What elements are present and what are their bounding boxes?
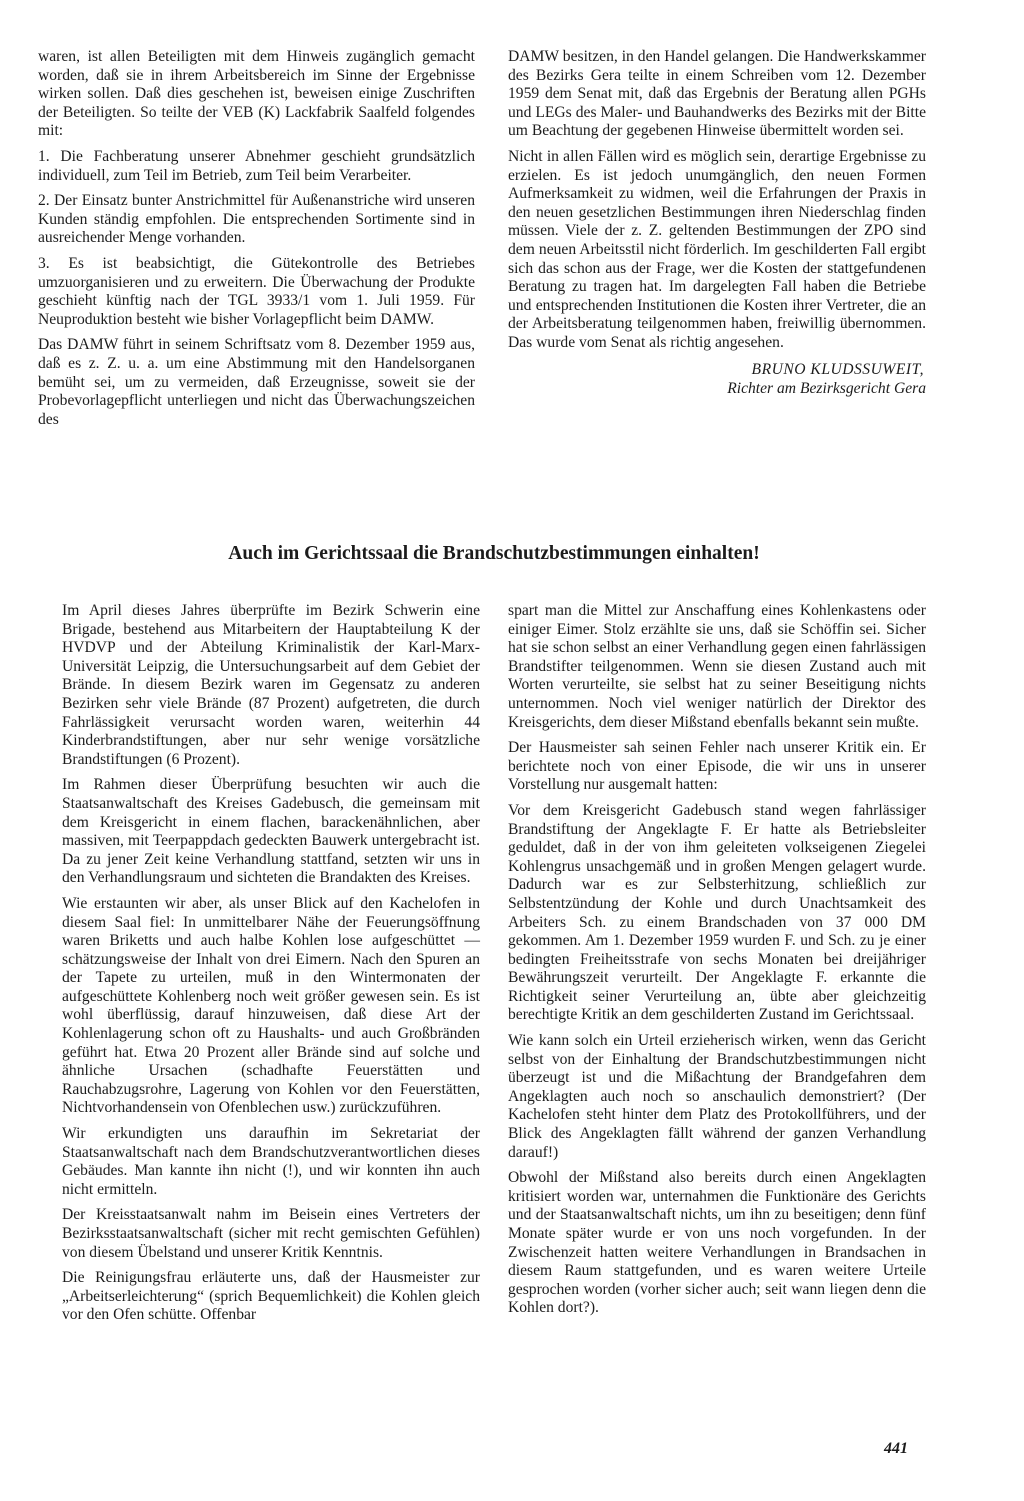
paragraph: Das DAMW führt in seinem Schriftsatz vom 8. Dezember 1959 aus, daß es z. Z. u. a. um eine Abstimmung mit den Handelsorganen bemüht sei, um zu vermeiden, daß Erzeugnisse, soweit sie der Probevorlagepflicht unterliegen und nicht das Überwachungszeichen des — [38, 336, 475, 428]
paragraph: 3. Es ist beabsichtigt, die Gütekontrolle des Betriebes umzuorganisieren und zu erweitern. Die Überwachung der Produkte geschieht künftig nach der TGL 3933/1 vom 1. Juli 1959. Für Neuproduktion besteht wie bisher Vorlagepflicht beim DAMW. — [38, 254, 475, 328]
paragraph: Obwohl der Mißstand also bereits durch einen Angeklagten kritisiert worden war, unternahmen die Funktionäre des Gerichts und der Staatsanwaltschaft nichts, um ihn zu beseitigen; denn fünf Monate später wurde er von uns noch vorgefunden. In der Zwischenzeit hatten weitere Verhandlungen in Brandsachen in diesem Raum stattgefunden, und es waren weitere Urteile gesprochen worden (vorher sicher auch; seit wann liegen denn die Kohlen dort?). — [508, 1169, 926, 1317]
article-left-column — [62, 602, 480, 1332]
previous-article-left-column — [38, 48, 475, 436]
author-title: Richter am Bezirksgericht Gera — [727, 379, 926, 397]
previous-article-right-column — [508, 48, 926, 398]
paragraph: DAMW besitzen, in den Handel gelangen. Die Handwerkskammer des Bezirks Gera teilte in einem Schreiben vom 12. Dezember 1959 dem Senat mit, daß das Ergebnis der Beratung allen PGHs und LEGs des Maler- und Bauhandwerks des Bezirks mit der Bitte um Beachtung der gegebenen Hinweise übermittelt worden sei. — [508, 48, 926, 140]
page-number: 441 — [884, 1440, 908, 1457]
paragraph: Vor dem Kreisgericht Gadebusch stand wegen fahrlässiger Brandstiftung der Angeklagte F. Er hatte als Betriebsleiter geduldet, daß in der von ihm geleiteten volkseigenen Ziegelei Kohlengrus unsachgemäß und in großen Mengen gelagert wurde. Dadurch war es zur Selbsterhitzung, schließlich zur Selbstentzündung der Kohle und durch Unachtsamkeit des Arbeiters Sch. zu einem Brandschaden von 37 000 DM gekommen. Am 1. Dezember 1959 wurden F. und Sch. zu je einer bedingten Freiheitsstrafe von sechs Monaten bei dreijähriger Bewährungszeit verurteilt. Der Angeklagte F. erkannte die Richtigkeit seiner Verurteilung an, übte aber gleichzeitig berechtigte Kritik an dem geschilderten Zustand im Gerichtssaal. — [508, 801, 926, 1024]
paragraph: Wie erstaunten wir aber, als unser Blick auf den Kachelofen in diesem Saal fiel: In unmittelbarer Nähe der Feuerungsöffnung waren Briketts und auch halbe Kohlen lose aufgeschüttet — schätzungsweise der Inhalt von drei Eimern. Nach den Spuren an der Tapete zu urteilen, muß in den Wintermonaten der aufgeschüttete Kohlenberg noch weit größer gewesen sein. Es ist wohl überflüssig, darauf hinzuweisen, daß diese Art der Kohlenlagerung schon oft zu Haushalts- und auch Großbränden geführt hat. Etwa 20 Prozent aller Brände sind auf solche und ähnliche Ursachen (schadhafte Feuerstätten und Rauchabzugsrohre, Lagerung von Kohlen vor den Feuerstätten, Nichtvorhandensein von Ofenblechen usw.) zurückzuführen. — [62, 894, 480, 1117]
paragraph: Wir erkundigten uns daraufhin im Sekretariat der Staatsanwaltschaft nach dem Brandschutzverantwortlichen dieses Gebäudes. Man kannte ihn nicht (!), und wir konnten ihn auch nicht ermitteln. — [62, 1125, 480, 1198]
paragraph: Der Hausmeister sah seinen Fehler nach unserer Kritik ein. Er berichtete noch von einer Episode, die wir uns in unserer Vorstellung nur ausgemalt hatten: — [508, 739, 926, 794]
author-name: BRUNO KLUDSSUWEIT, — [751, 360, 924, 378]
paragraph: 1. Die Fachberatung unserer Abnehmer geschieht grundsätzlich individuell, zum Teil im Betrieb, zum Teil beim Verarbeiter. — [38, 147, 475, 184]
paragraph: 2. Der Einsatz bunter Anstrichmittel für Außenanstriche wird unseren Kunden ständig empfohlen. Die entsprechenden Sortimente sind in ausreichender Menge vorhanden. — [38, 192, 475, 247]
paragraph: Der Kreisstaatsanwalt nahm im Beisein eines Vertreters der Bezirksstaatsanwaltschaft (sicher mit recht gemischten Gefühlen) von diesem Übelstand und unserer Kritik Kenntnis. — [62, 1206, 480, 1261]
paragraph: Im April dieses Jahres überprüfte im Bezirk Schwerin eine Brigade, bestehend aus Mitarbeitern der Hauptabteilung K der HVDVP und der Abteilung Kriminalistik der Karl-Marx-Universität Leipzig, die Untersuchungsarbeit auf dem Gebiet der Brände. In diesem Bezirk waren im Gegensatz zu anderen Bezirken sehr viele Brände (87 Prozent) aufgetreten, die durch Fahrlässigkeit verursacht worden waren, weiterhin 44 Kinderbrandstiftungen, aber nur sehr wenige vorsätzliche Brandstiftungen (6 Prozent). — [62, 602, 480, 768]
paragraph: spart man die Mittel zur Anschaffung eines Kohlenkastens oder einiger Eimer. Stolz erzählte sie uns, daß sie Schöffin sei. Sicher hat sie schon selbst an einer Verhandlung gegen einen fahrlässigen Brandstifter teilgenommen. Wenn sie diesen Zustand auch mit Worten verurteilte, sie selbst hat zu seiner Beseitigung nichts unternommen. Noch viel weniger natürlich der Direktor des Kreisgerichts, dem dieser Mißstand ebenfalls bekannt sein mußte. — [508, 602, 926, 731]
paragraph: Wie kann solch ein Urteil erzieherisch wirken, wenn das Gericht selbst von der Einhaltung der Brandschutzbestimmungen nicht überzeugt ist und die Mißachtung der Brandgefahren dem Angeklagten auch noch so anschaulich demonstriert? (Der Kachelofen steht hinter dem Platz des Protokollführers, und der Blick des Angeklagten fällt während der ganzen Verhandlung darauf!) — [508, 1032, 926, 1161]
article-right-column — [508, 602, 926, 1325]
paragraph: Im Rahmen dieser Überprüfung besuchten wir auch die Staatsanwaltschaft des Kreises Gadebusch, die gemeinsam mit dem Kreisgericht in einem flachen, barackenähnlichen, aber massiven, mit Teerpappdach gedeckten Bauwerk untergebracht ist. Da zu jener Zeit keine Verhandlung stattfand, setzten wir uns in den Verhandlungsraum und sichteten die Brandakten des Kreises. — [62, 776, 480, 887]
author-signature — [508, 360, 926, 398]
paragraph: waren, ist allen Beteiligten mit dem Hinweis zugänglich gemacht worden, daß sie in ihrem Arbeitsbereich im Sinne der Ergebnisse wirken sollen. Daß dies geschehen ist, beweisen einige Zuschriften der Beteiligten. So teilte der VEB (K) Lackfabrik Saalfeld folgendes mit: — [38, 48, 475, 140]
paragraph: Nicht in allen Fällen wird es möglich sein, derartige Ergebnisse zu erzielen. Es ist jedoch unumgänglich, den neuen Formen Aufmerksamkeit zu widmen, weil die Erfahrungen der Praxis in den neuen gesetzlichen Bestimmungen ihren Niederschlag finden müssen. Viele der z. Z. geltenden Bestimmungen der ZPO sind dem neuen Arbeitsstil nicht förderlich. Im geschilderten Fall ergibt sich das schon aus der Frage, wer die Kosten der stattgefundenen Beratung zu tragen hat. Im dargelegten Fall haben die Betriebe und entsprechenden Institutionen die Kosten ihrer Vertreter, die an der Arbeitsberatung teilgenommen haben, freiwillig übernommen. Das wurde vom Senat als richtig angesehen. — [508, 147, 926, 351]
article-title: Auch im Gerichtssaal die Brandschutzbestimmungen einhalten! — [228, 543, 760, 564]
paragraph: Die Reinigungsfrau erläuterte uns, daß der Hausmeister zur „Arbeitserleichterung“ (sprich Bequemlichkeit) die Kohlen gleich vor den Ofen schütte. Offenbar — [62, 1269, 480, 1324]
